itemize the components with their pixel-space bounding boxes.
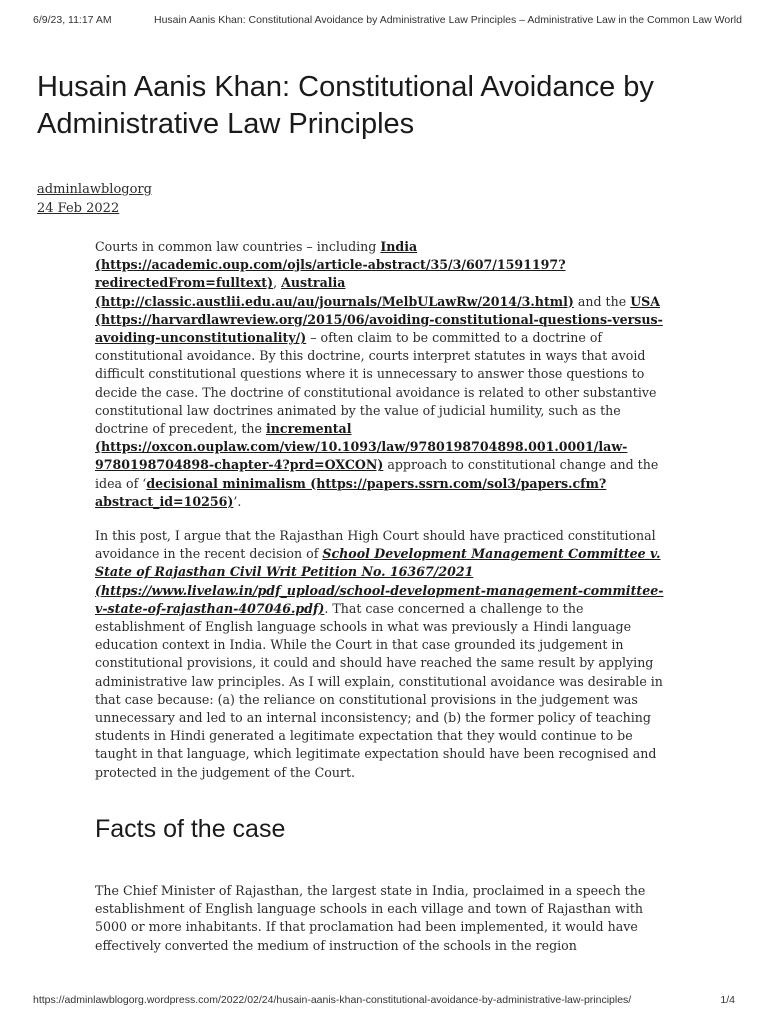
- link-decisional-minimalism[interactable]: decisional minimalism (https://papers.ssrn.com/sol3/papers.cfm?abstract_id=10256): [95, 475, 607, 509]
- text-run: ’.: [233, 493, 242, 509]
- text-run: approach to constitutional change and the idea of ‘: [95, 457, 659, 491]
- print-page-title: Husain Aanis Khan: Constitutional Avoidance by Administrative Law Principles – Administrative Law in the Common Law World: [154, 14, 742, 26]
- post-title: Husain Aanis Khan: Constitutional Avoidance by Administrative Law Principles: [37, 71, 654, 140]
- text-run: Courts in common law countries – including: [95, 239, 381, 254]
- print-timestamp: 6/9/23, 11:17 AM: [33, 14, 112, 26]
- text-run: and the: [573, 293, 631, 309]
- paragraph-intro: [95, 238, 675, 511]
- text-run: – often claim to be committed to a doctrine of constitutional avoidance. By this doctrine, courts interpret statutes in ways that avoid difficult constitutional questions where it is unnecessary to answer those questions to decide the case. The doctrine of constitutional avoidance is related to other substantive constitutional law doctrines animated by the value of judicial humility, such as the doctrine of precedent, the: [95, 330, 657, 437]
- date-link[interactable]: 24 Feb 2022: [37, 201, 120, 216]
- section-heading-facts: Facts of the case: [95, 814, 286, 843]
- print-page-number: 1/4: [720, 994, 735, 1006]
- link-india[interactable]: India (https://academic.oup.com/ojls/article-abstract/35/3/607/1591197?redirectedFrom=fulltext): [95, 239, 566, 291]
- text-run: In this post, I argue that the Rajasthan High Court should have practiced constitutional avoidance in the recent decision of: [95, 528, 656, 562]
- paragraph-facts: The Chief Minister of Rajasthan, the largest state in India, proclaimed in a speech the establishment of English language schools in each village and town of Rajasthan with 5000 or more inhabitants. If that proclamation had been implemented, it would have effectively converted the medium of instruction of the schools in the region: [95, 882, 646, 953]
- link-usa[interactable]: USA (https://harvardlawreview.org/2015/06/avoiding-constitutional-questions-versus-avoiding-unconstitutionality/): [95, 293, 663, 346]
- link-australia[interactable]: Australia (http://classic.austlii.edu.au/au/journals/MelbULawRw/2014/3.html): [95, 275, 574, 309]
- paragraph-argument: [95, 527, 675, 782]
- text-run: ,: [273, 275, 282, 291]
- link-incremental[interactable]: incremental (https://oxcon.ouplaw.com/view/10.1093/law/9780198704898.001.0001/law-9780198704898-chapter-4?prd=OXCON): [95, 421, 628, 473]
- text-run: . That case concerned a challenge to the establishment of English language schools in what was previously a Hindi language education context in India. While the Court in that case grounded its judgement in constitutional provisions, it could and should have reached the same result by applying administrative law principles. As I will explain, constitutional avoidance was desirable in that case because: (a) the reliance on constitutional provisions in the judgement was unnecessary and led to an internal inconsistency; and (b) the former policy of teaching students in Hindi generated a legitimate expectation that they would continue to be taught in that language, which legitimate expectation should have been recognised and protected in the judgement of the Court.: [95, 600, 663, 780]
- link-case-judgement[interactable]: School Development Management Committee v. State of Rajasthan Civil Writ Petition No. 16367/2021 (https://www.livelaw.in/pdf_upload/school-development-management-committee-v-state-of-rajasthan-407046.pdf): [95, 546, 664, 616]
- post-content: [95, 238, 675, 971]
- post-meta: [37, 180, 152, 218]
- author-link[interactable]: adminlawblogorg: [37, 182, 152, 197]
- print-footer-url: https://adminlawblogorg.wordpress.com/2022/02/24/husain-aanis-khan-constitutional-avoidance-by-administrative-law-principles/: [33, 994, 632, 1006]
